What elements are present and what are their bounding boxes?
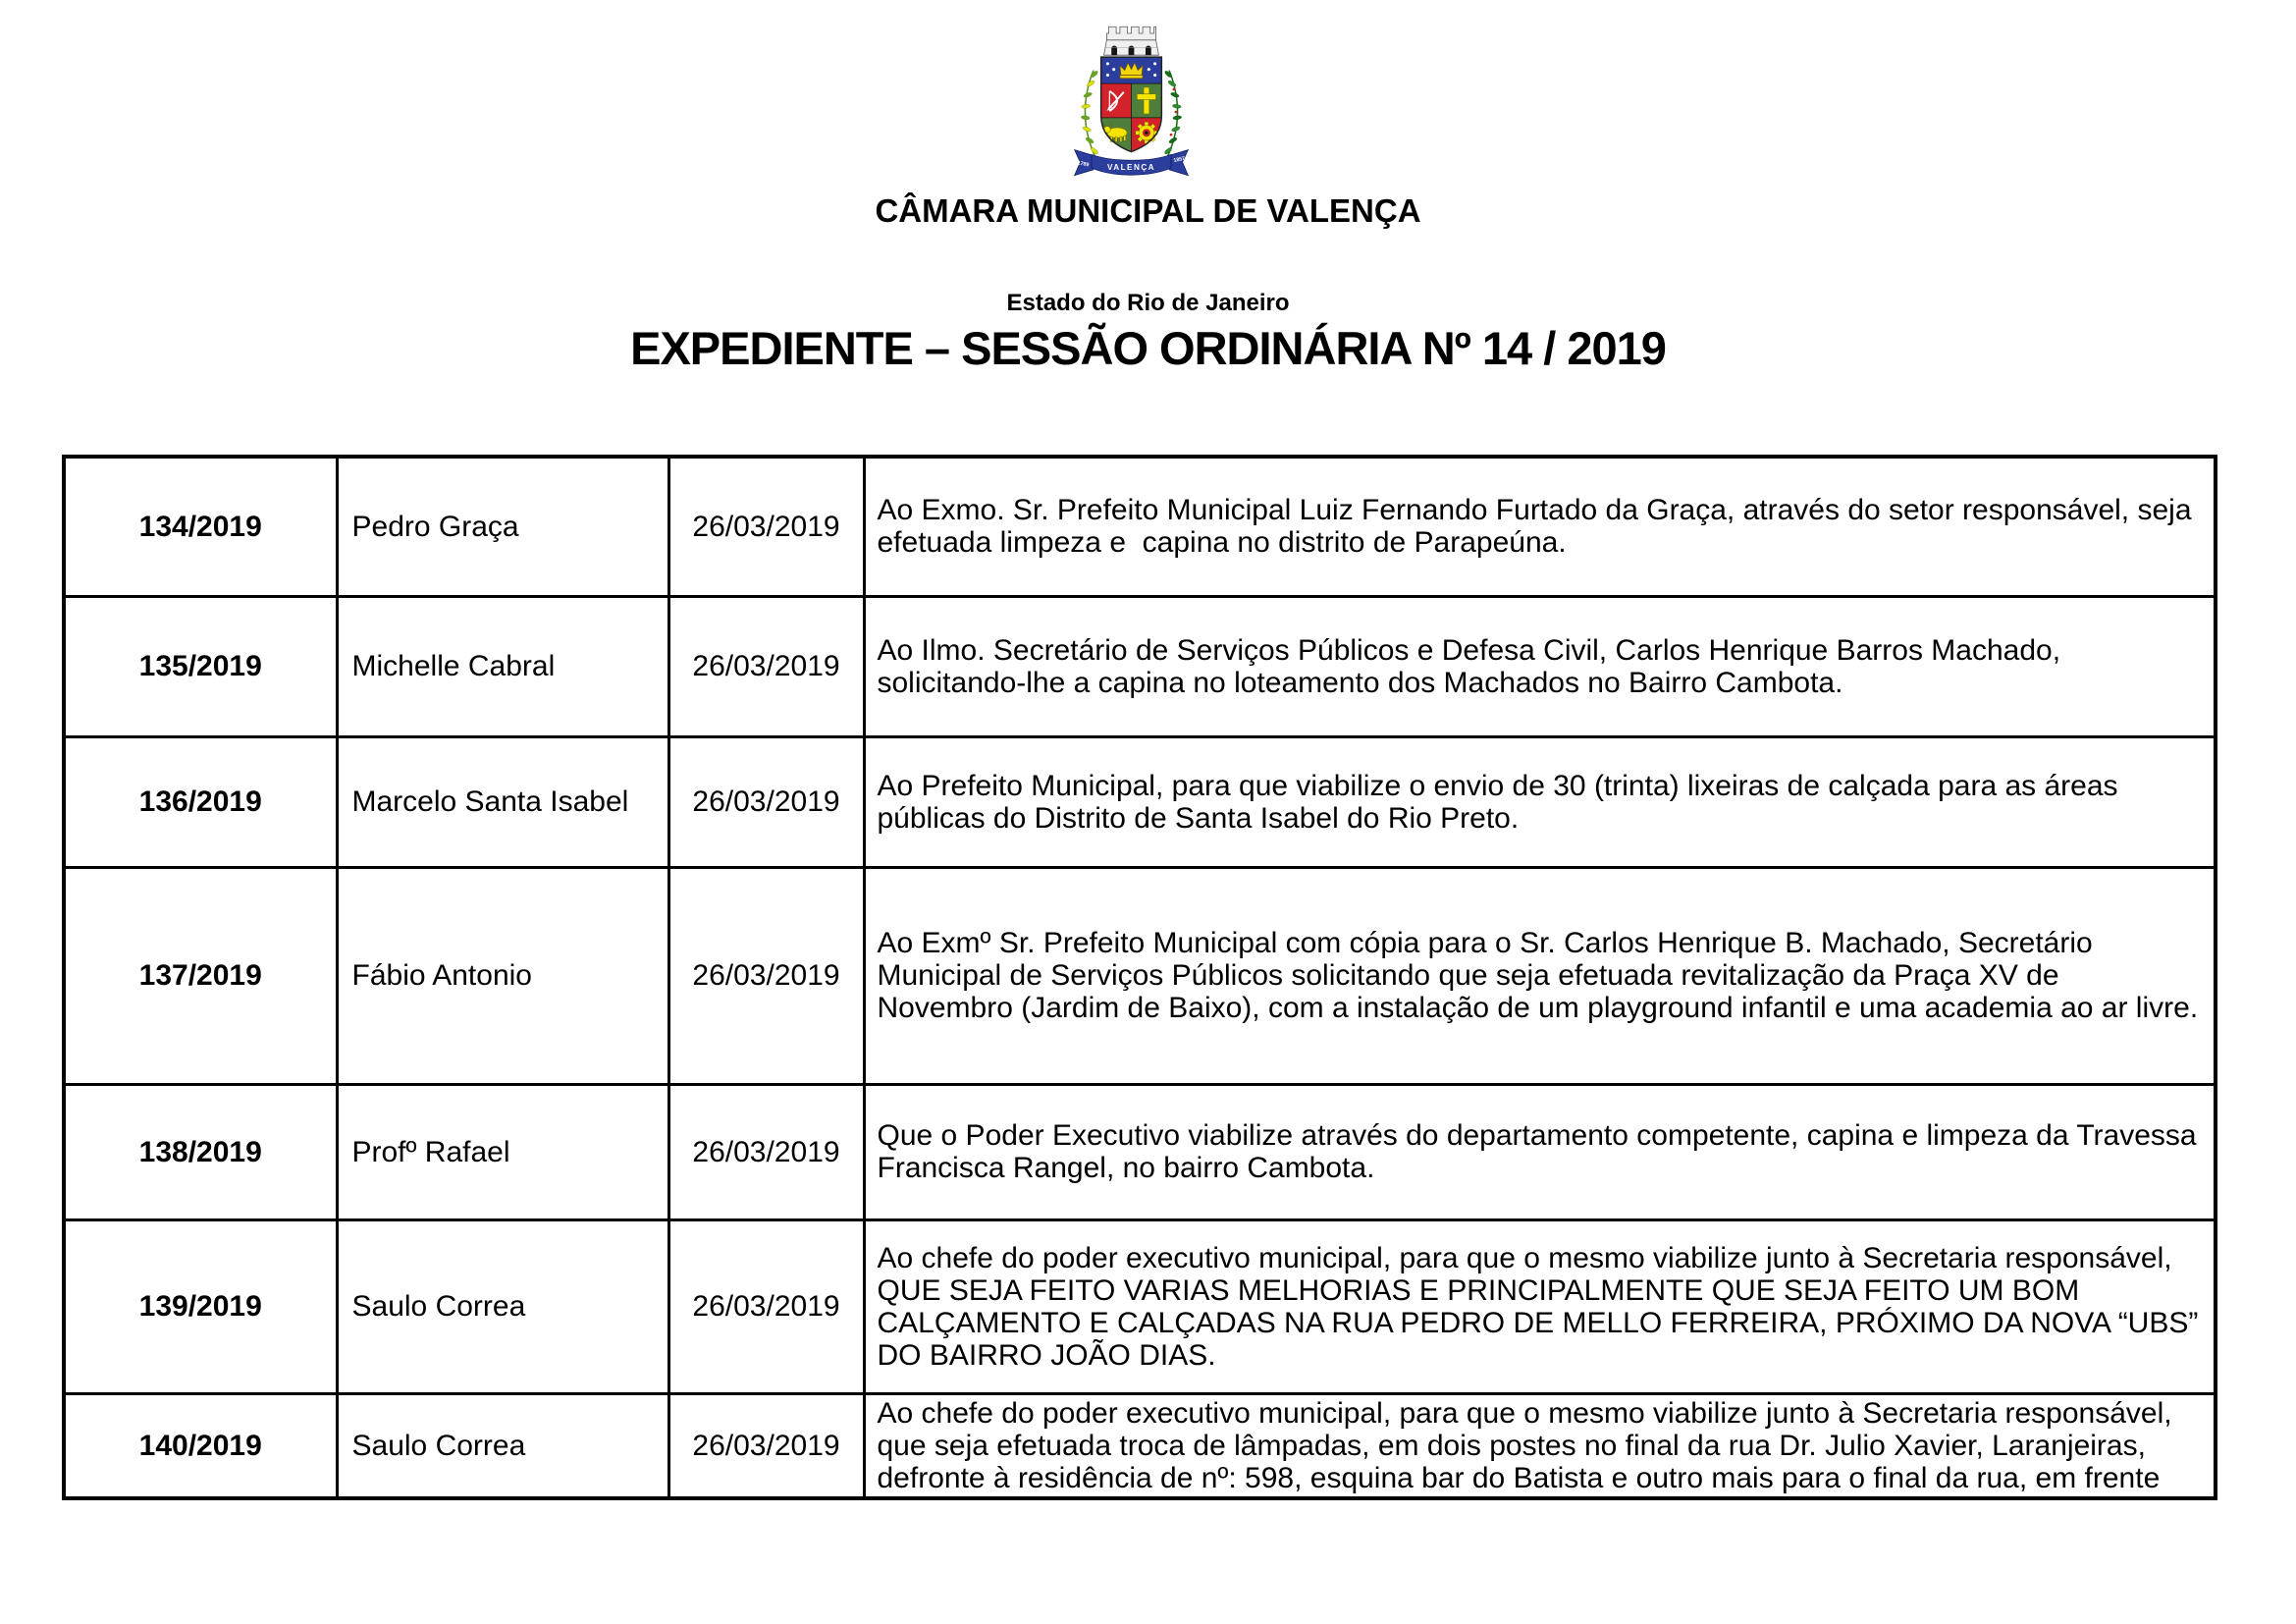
table-row <box>64 736 2216 867</box>
gear-icon <box>1136 122 1157 143</box>
ribbon-name: VALENÇA <box>1106 162 1156 172</box>
row-description-cell: Ao Exmº Sr. Prefeito Municipal com cópia para o Sr. Carlos Henrique B. Machado, Secretário Municipal de Serviços Públicos solicitando que seja efetuada revitalização da Praça XV de Novembro (Jardim de Baixo), com a instalação de um playground infantil e uma academia ao ar livre. <box>864 867 2216 1084</box>
row-date-cell: 26/03/2019 <box>668 457 864 596</box>
row-description-cell: Que o Poder Executivo viabilize através do departamento competente, capina e limpeza da Travessa Francisca Rangel, no bairro Cambota. <box>864 1084 2216 1219</box>
table-row <box>64 457 2216 596</box>
state-subtitle: Estado do Rio de Janeiro <box>1006 290 1290 316</box>
row-author-cell: Michelle Cabral <box>337 596 668 736</box>
row-number-cell: 137/2019 <box>64 867 337 1084</box>
expediente-table <box>62 455 2217 1500</box>
row-description-cell: Ao Exmo. Sr. Prefeito Municipal Luiz Fernando Furtado da Graça, através do setor responsável, seja efetuada limpeza e capina no distrito de Parapeúna. <box>864 457 2216 596</box>
laurel-branch-right-icon <box>1163 70 1181 159</box>
expediente-table-container <box>62 455 2214 1500</box>
row-author-cell: Fábio Antonio <box>337 867 668 1084</box>
institution-name: CÂMARA MUNICIPAL DE VALENÇA <box>875 192 1421 229</box>
row-date-cell: 26/03/2019 <box>668 736 864 867</box>
row-author-cell: Saulo Correa <box>337 1219 668 1393</box>
row-number-cell: 139/2019 <box>64 1219 337 1393</box>
row-description-cell: Ao Ilmo. Secretário de Serviços Públicos e Defesa Civil, Carlos Henrique Barros Machado, solicitando-lhe a capina no loteamento dos Machados no Bairro Cambota. <box>864 596 2216 736</box>
row-date-cell: 26/03/2019 <box>668 1084 864 1219</box>
row-date-cell: 26/03/2019 <box>668 1219 864 1393</box>
shield <box>1101 57 1162 151</box>
row-author-cell: Saulo Correa <box>337 1393 668 1498</box>
laurel-branch-left-icon <box>1081 70 1098 159</box>
ribbon-banner <box>1075 150 1189 176</box>
row-number-cell: 140/2019 <box>64 1393 337 1498</box>
valenca-coat-of-arms <box>1065 16 1198 185</box>
row-number-cell: 135/2019 <box>64 596 337 736</box>
row-author-cell: Marcelo Santa Isabel <box>337 736 668 867</box>
row-description-cell: Ao chefe do poder executivo municipal, para que o mesmo viabilize junto à Secretaria responsável, QUE SEJA FEITO VARIAS MELHORIAS E PRINCIPALMENTE QUE SEJA FEITO UM BOM CALÇAMENTO E CALÇADAS NA RUA PEDRO DE MELLO FERREIRA, PRÓXIMO DA NOVA “UBS” DO BAIRRO JOÃO DIAS. <box>864 1219 2216 1393</box>
row-number-cell: 136/2019 <box>64 736 337 867</box>
ribbon-year-left: 1789 <box>1077 160 1090 169</box>
row-description-cell: Ao chefe do poder executivo municipal, para que o mesmo viabilize junto à Secretaria responsável, que seja efetuada troca de lâmpadas, em dois postes no final da rua Dr. Julio Xavier, Laranjeiras, defronte à residência de nº: 598, esquina bar do Batista e outro mais para o final da rua, em frente <box>864 1393 2216 1498</box>
table-row <box>64 1219 2216 1393</box>
row-author-cell: Pedro Graça <box>337 457 668 596</box>
row-date-cell: 26/03/2019 <box>668 1393 864 1498</box>
mural-crown-icon <box>1104 27 1159 55</box>
row-number-cell: 134/2019 <box>64 457 337 596</box>
table-row <box>64 1393 2216 1498</box>
row-date-cell: 26/03/2019 <box>668 867 864 1084</box>
row-author-cell: Profº Rafael <box>337 1084 668 1219</box>
table-row <box>64 596 2216 736</box>
row-description-cell: Ao Prefeito Municipal, para que viabilize o envio de 30 (trinta) lixeiras de calçada para as áreas públicas do Distrito de Santa Isabel do Rio Preto. <box>864 736 2216 867</box>
table-row <box>64 1084 2216 1219</box>
ribbon-year-right: 1857 <box>1173 155 1186 165</box>
document-title: EXPEDIENTE – SESSÃO ORDINÁRIA Nº 14 / 2019 <box>630 322 1666 374</box>
expediente-table-body <box>64 457 2216 1498</box>
row-number-cell: 138/2019 <box>64 1084 337 1219</box>
row-date-cell: 26/03/2019 <box>668 596 864 736</box>
table-row <box>64 867 2216 1084</box>
